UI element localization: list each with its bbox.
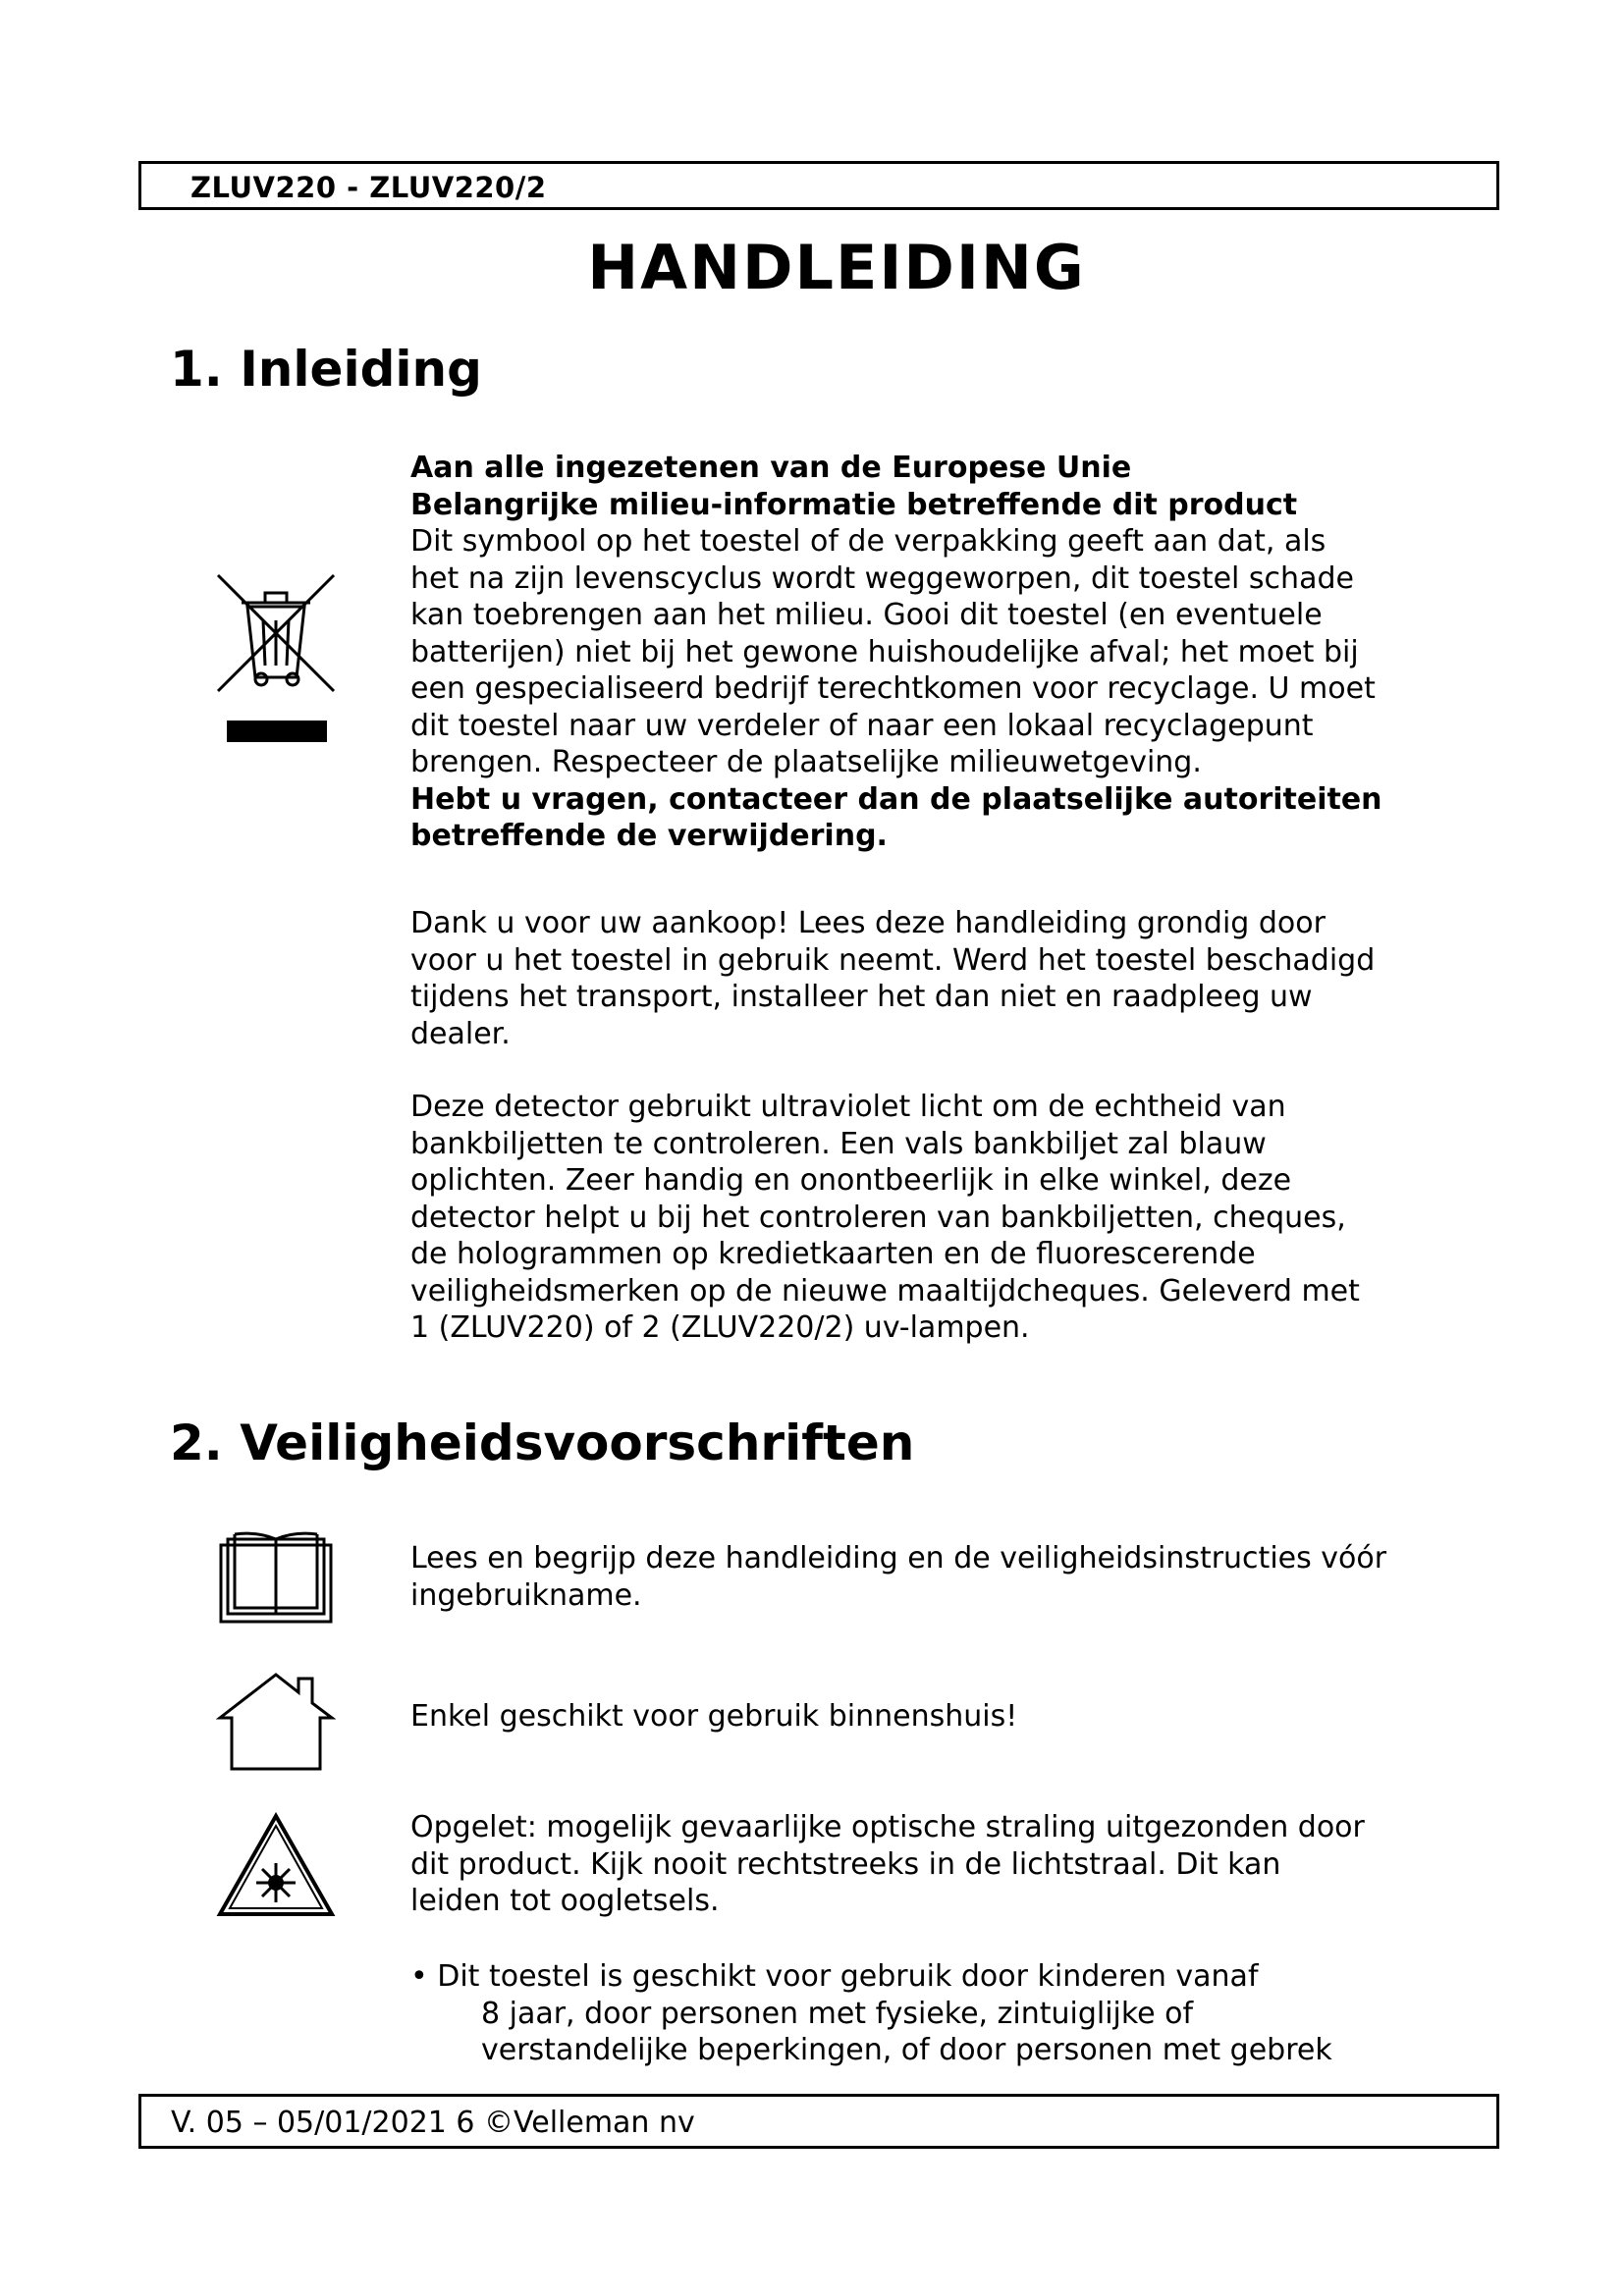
weee-line: kan toebrengen aan het milieu. Gooi dit toestel (en eventuele [410,598,1323,632]
page-title: HANDLEIDING [587,232,1086,303]
weee-line: het na zijn levenscyclus wordt weggeworpen, dit toestel schade [410,561,1354,596]
weee-bold-line: Hebt u vragen, contacteer dan de plaatselijke autoriteiten [410,781,1382,817]
section-heading-inleiding: 1. Inleiding [170,341,482,398]
weee-bin-icon [214,571,338,748]
thanks-line: voor u het toestel in gebruik neemt. Werd het toestel beschadigd [410,942,1376,978]
weee-line: brengen. Respecteer de plaatselijke milieuwetgeving. [410,745,1202,779]
indoor-notice [410,1698,1461,1735]
desc-line: Deze detector gebruikt ultraviolet licht om de echtheid van [410,1090,1286,1124]
weee-line: dit toestel naar uw verdeler of naar een lokaal recyclagepunt [410,708,1314,743]
description-paragraph [410,1089,1461,1347]
desc-line: 1 (ZLUV220) of 2 (ZLUV220/2) uv-lampen. [410,1310,1030,1345]
bullet-continuation: verstandelijke beperkingen, of door personen met gebrek [481,2033,1332,2067]
thanks-line: tijdens het transport, installeer het dan niet en raadpleeg uw [410,980,1313,1014]
weee-line: Dit symbool op het toestel of de verpakking geeft aan dat, als [410,524,1326,559]
bullet-icon: • [410,1959,438,1994]
read-manual-icon [218,1531,334,1626]
manual-instruction [410,1540,1461,1614]
radiation-line: dit product. Kijk nooit rechtstreeks in de lichtstraal. Dit kan [410,1846,1281,1882]
manual-line: ingebruikname. [410,1577,642,1613]
list-item [410,1958,1471,1996]
weee-notice [410,450,1461,855]
desc-line: bankbiljetten te controleren. Een vals bankbiljet zal blauw [410,1126,1267,1161]
radiation-line: Opgelet: mogelijk gevaarlijke optische straling uitgezonden door [410,1810,1365,1844]
section-heading-veiligheid: 2. Veiligheidsvoorschriften [170,1415,915,1471]
weee-title-2: Belangrijke milieu-informatie betreffende dit product [410,487,1298,522]
footer-text: V. 05 – 05/01/2021 6 ©Velleman nv [171,2106,695,2140]
radiation-warning [410,1809,1461,1920]
radiation-line: leiden tot oogletsels. [410,1884,720,1918]
optical-radiation-warning-icon [216,1812,336,1918]
bullet-continuation: 8 jaar, door personen met fysieke, zintuiglijke of [481,1996,1194,2031]
footer-box [138,2094,1499,2149]
thanks-line: Dank u voor uw aankoop! Lees deze handleiding grondig door [410,906,1326,940]
bullet-text: Dit toestel is geschikt voor gebruik door kinderen vanaf [437,1959,1259,1994]
header-box [138,161,1499,210]
desc-line: oplichten. Zeer handig en onontbeerlijk in elke winkel, deze [410,1163,1292,1198]
desc-line: de hologrammen op kredietkaarten en de fluorescerende [410,1237,1256,1271]
weee-title-1: Aan alle ingezetenen van de Europese Unie [410,451,1132,485]
safety-bullet-list [410,1958,1471,2069]
model-number: ZLUV220 - ZLUV220/2 [190,171,547,204]
weee-bold-line: betreffende de verwijdering. [410,819,888,853]
desc-line: detector helpt u bij het controleren van bankbiljetten, cheques, [410,1200,1346,1235]
desc-line: veiligheidsmerken op de nieuwe maaltijdcheques. Geleverd met [410,1273,1360,1308]
weee-line: een gespecialiseerd bedrijf terechtkomen voor recyclage. U moet [410,671,1376,706]
manual-line: Lees en begrijp deze handleiding en de veiligheidsinstructies vóór [410,1541,1387,1575]
thanks-line: dealer. [410,1016,511,1051]
thanks-paragraph [410,905,1461,1052]
indoor-text: Enkel geschikt voor gebruik binnenshuis! [410,1699,1018,1734]
weee-line: batterijen) niet bij het gewone huishoudelijke afval; het moet bij [410,634,1359,669]
indoor-use-icon [216,1671,336,1771]
